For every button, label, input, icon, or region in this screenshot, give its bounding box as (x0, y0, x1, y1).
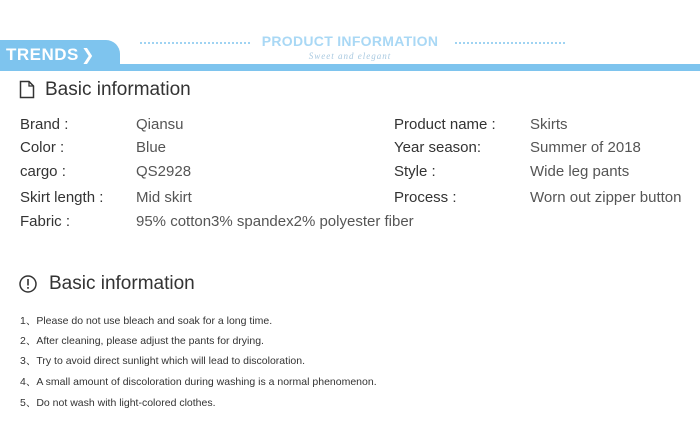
chevron-right-icon: ❯ (81, 47, 95, 64)
field-product-name-value (530, 116, 568, 133)
info-icon (18, 274, 38, 294)
field-year-season (394, 139, 481, 156)
field-value: Qiansu (136, 116, 184, 133)
field-value: Mid skirt (136, 189, 192, 206)
care-note: 5、Do not wash with light-colored clothes. (20, 397, 216, 409)
field-skirt-length-value (136, 189, 192, 206)
header-banner (0, 0, 700, 80)
field-style (394, 163, 436, 180)
field-label: Brand : (20, 116, 69, 133)
trends-label: TRENDS (6, 45, 79, 64)
field-style-value (530, 163, 629, 180)
field-color-value (136, 139, 166, 156)
document-icon (19, 80, 35, 99)
field-label: Color : (20, 139, 65, 156)
field-brand (20, 116, 68, 133)
field-process (394, 189, 457, 206)
field-value: 95% cotton3% spandex2% polyester fiber (136, 213, 414, 230)
product-information-title: PRODUCT INFORMATION (261, 33, 439, 49)
field-value: QS2928 (136, 163, 192, 180)
field-label: Style : (394, 163, 436, 180)
field-fabric-value (136, 213, 414, 230)
section-heading: Basic information (49, 273, 195, 294)
field-color (20, 139, 64, 156)
field-product-name (394, 116, 496, 133)
care-note: 4、A small amount of discoloration during washing is a normal phenomenon. (20, 376, 377, 388)
care-note: 2、After cleaning, please adjust the pants for drying. (20, 335, 264, 347)
field-label: Skirt length : (20, 189, 104, 206)
field-value: Skirts (530, 116, 568, 133)
product-information-subtitle: Sweet and elegant (308, 51, 392, 61)
field-skirt-length (20, 189, 103, 206)
field-value: Blue (136, 139, 167, 156)
field-fabric (20, 213, 70, 230)
field-label: cargo : (20, 163, 66, 180)
field-label: Fabric : (20, 213, 71, 230)
field-brand-value (136, 116, 184, 133)
field-cargo (20, 163, 66, 180)
field-process-value (530, 189, 681, 206)
section-heading: Basic information (45, 79, 191, 100)
field-value: Wide leg pants (530, 163, 630, 180)
dotted-divider-left (140, 42, 250, 44)
field-value: Worn out zipper button (530, 189, 682, 206)
dotted-divider-right (455, 42, 565, 44)
field-label: Process : (394, 189, 457, 206)
field-label: Year season: (394, 139, 482, 156)
care-note: 3、Try to avoid direct sunlight which will lead to discoloration. (20, 355, 305, 367)
field-value: Summer of 2018 (530, 139, 641, 156)
field-year-season-value (530, 139, 641, 156)
field-cargo-value (136, 163, 191, 180)
field-label: Product name : (394, 116, 496, 133)
care-note: 1、Please do not use bleach and soak for a long time. (20, 315, 273, 327)
